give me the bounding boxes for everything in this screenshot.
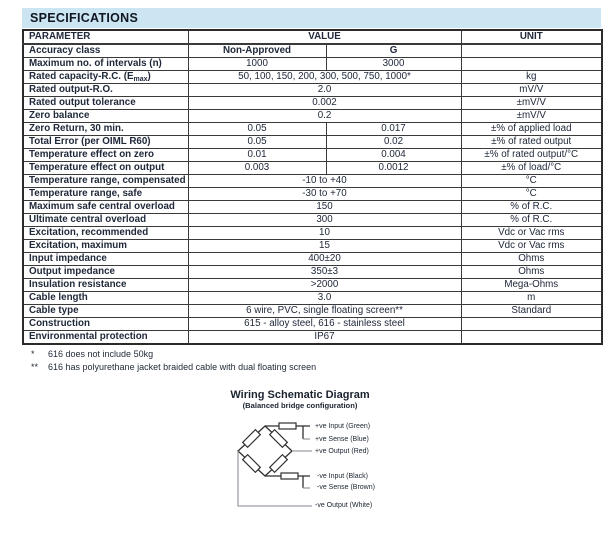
wire-label-pos-input: +ve Input (Green) xyxy=(315,423,371,430)
unit-cell: ±% of load/°C xyxy=(461,162,602,175)
table-row xyxy=(23,71,602,84)
column-header-unit: UNIT xyxy=(461,30,602,44)
parameter-cell: Zero Return, 30 min. xyxy=(23,123,188,136)
unit-cell: Ohms xyxy=(461,266,602,279)
table-row xyxy=(23,188,602,201)
value-cell: 300 xyxy=(188,214,461,227)
table-row xyxy=(23,97,602,110)
unit-cell: ±% of applied load xyxy=(461,123,602,136)
table-row xyxy=(23,318,602,331)
value-cell: 0.0012 xyxy=(326,162,461,175)
value-cell: 0.017 xyxy=(326,123,461,136)
unit-cell: % of R.C. xyxy=(461,201,602,214)
value-cell: 150 xyxy=(188,201,461,214)
unit-cell: ±mV/V xyxy=(461,110,602,123)
parameter-cell xyxy=(23,71,188,84)
specifications-header-bar xyxy=(22,8,601,28)
value-cell: 50, 100, 150, 200, 300, 500, 750, 1000* xyxy=(188,71,461,84)
value-cell: G xyxy=(326,44,461,58)
parameter-cell: Construction xyxy=(23,318,188,331)
table-row xyxy=(23,201,602,214)
resistor-bottom-right xyxy=(270,455,288,473)
specifications-title: SPECIFICATIONS xyxy=(30,11,139,25)
table-row xyxy=(23,149,602,162)
value-cell: 0.002 xyxy=(188,97,461,110)
unit-cell xyxy=(461,58,602,71)
value-cell: IP67 xyxy=(188,331,461,345)
value-cell: 3.0 xyxy=(188,292,461,305)
table-row xyxy=(23,84,602,97)
parameter-cell: Temperature effect on output xyxy=(23,162,188,175)
value-cell: 400±20 xyxy=(188,253,461,266)
bridge-diamond xyxy=(238,426,292,476)
value-cell: 10 xyxy=(188,227,461,240)
parameter-cell: Zero balance xyxy=(23,110,188,123)
parameter-text: Rated capacity-R.C. (E xyxy=(29,70,134,82)
footnote-2-text: 616 has polyurethane jacket braided cable with dual floating screen xyxy=(48,361,317,372)
parameter-cell: Insulation resistance xyxy=(23,279,188,292)
unit-cell: ±% of rated output xyxy=(461,136,602,149)
value-cell: 0.02 xyxy=(326,136,461,149)
table-row xyxy=(23,240,602,253)
table-row xyxy=(23,162,602,175)
parameter-cell: Rated output-R.O. xyxy=(23,84,188,97)
spec-table-body xyxy=(23,44,602,344)
wire-label-neg-input: -ve Input (Black) xyxy=(317,473,368,480)
value-cell: -30 to +70 xyxy=(188,188,461,201)
value-cell: 0.05 xyxy=(188,123,326,136)
table-row xyxy=(23,58,602,71)
unit-cell: kg xyxy=(461,71,602,84)
unit-cell: °C xyxy=(461,188,602,201)
unit-cell: Vdc or Vac rms xyxy=(461,227,602,240)
value-cell: -10 to +40 xyxy=(188,175,461,188)
parameter-cell: Maximum no. of intervals (n) xyxy=(23,58,188,71)
parameter-cell: Ultimate central overload xyxy=(23,214,188,227)
table-row xyxy=(23,305,602,318)
parameter-cell: Excitation, recommended xyxy=(23,227,188,240)
value-cell: 0.05 xyxy=(188,136,326,149)
footnote-1-marker: * xyxy=(31,349,35,359)
parameter-cell: Total Error (per OIML R60) xyxy=(23,136,188,149)
value-cell: 6 wire, PVC, single floating screen** xyxy=(188,305,461,318)
footnote-1 xyxy=(31,348,316,361)
table-row xyxy=(23,123,602,136)
parameter-cell: Maximum safe central overload xyxy=(23,201,188,214)
table-row xyxy=(23,279,602,292)
unit-cell: Standard xyxy=(461,305,602,318)
parameter-cell: Excitation, maximum xyxy=(23,240,188,253)
parameter-subscript: max xyxy=(133,75,148,83)
value-cell: >2000 xyxy=(188,279,461,292)
resistor-top-left xyxy=(243,430,261,448)
value-cell: 3000 xyxy=(326,58,461,71)
resistor-input-top xyxy=(279,423,296,429)
value-cell: 615 - alloy steel, 616 - stainless steel xyxy=(188,318,461,331)
column-header-value: VALUE xyxy=(188,30,461,44)
wire-label-pos-sense: +ve Sense (Blue) xyxy=(315,436,369,443)
value-cell: 350±3 xyxy=(188,266,461,279)
table-row xyxy=(23,175,602,188)
parameter-text: ) xyxy=(147,70,151,82)
table-row xyxy=(23,331,602,345)
wire-label-pos-output: +ve Output (Red) xyxy=(315,448,369,455)
table-row xyxy=(23,253,602,266)
resistor-input-bottom xyxy=(281,473,298,479)
parameter-cell: Input impedance xyxy=(23,253,188,266)
unit-cell: Vdc or Vac rms xyxy=(461,240,602,253)
value-cell: 1000 xyxy=(188,58,326,71)
unit-cell xyxy=(461,318,602,331)
wire-label-neg-sense: -ve Sense (Brown) xyxy=(317,484,375,491)
table-header-row xyxy=(23,30,602,44)
unit-cell: Ohms xyxy=(461,253,602,266)
unit-cell: % of R.C. xyxy=(461,214,602,227)
specifications-table xyxy=(22,29,603,345)
table-row xyxy=(23,214,602,227)
value-cell: 2.0 xyxy=(188,84,461,97)
wire-label-neg-output: -ve Output (White) xyxy=(315,502,373,509)
parameter-cell: Temperature range, compensated xyxy=(23,175,188,188)
parameter-cell: Temperature effect on zero xyxy=(23,149,188,162)
value-cell: 0.003 xyxy=(188,162,326,175)
column-header-parameter: PARAMETER xyxy=(23,30,188,44)
parameter-cell: Cable type xyxy=(23,305,188,318)
unit-cell: ±mV/V xyxy=(461,97,602,110)
table-row xyxy=(23,136,602,149)
unit-cell xyxy=(461,331,602,345)
unit-cell: °C xyxy=(461,175,602,188)
table-row xyxy=(23,292,602,305)
value-cell: Non-Approved xyxy=(188,44,326,58)
parameter-cell: Environmental protection xyxy=(23,331,188,345)
parameter-cell: Cable length xyxy=(23,292,188,305)
diagram-subtitle: (Balanced bridge configuration) xyxy=(242,401,358,410)
diagram-title: Wiring Schematic Diagram xyxy=(230,389,370,401)
table-row xyxy=(23,227,602,240)
unit-cell: m xyxy=(461,292,602,305)
footnotes xyxy=(31,348,316,373)
unit-cell: ±% of rated output/°C xyxy=(461,149,602,162)
parameter-cell: Temperature range, safe xyxy=(23,188,188,201)
table-row xyxy=(23,44,602,58)
unit-cell: Mega-Ohms xyxy=(461,279,602,292)
footnote-1-text: 616 does not include 50kg xyxy=(48,349,154,359)
value-cell: 0.2 xyxy=(188,110,461,123)
footnote-2 xyxy=(31,361,316,374)
value-cell: 0.004 xyxy=(326,149,461,162)
parameter-cell: Output impedance xyxy=(23,266,188,279)
parameter-cell: Accuracy class xyxy=(23,44,188,58)
resistor-top-right xyxy=(270,430,288,448)
unit-cell xyxy=(461,44,602,58)
footnote-2-marker: ** xyxy=(31,361,39,372)
table-row xyxy=(23,110,602,123)
value-cell: 0.01 xyxy=(188,149,326,162)
parameter-cell: Rated output tolerance xyxy=(23,97,188,110)
value-cell: 15 xyxy=(188,240,461,253)
table-row xyxy=(23,266,602,279)
unit-cell: mV/V xyxy=(461,84,602,97)
resistor-bottom-left xyxy=(243,455,261,473)
